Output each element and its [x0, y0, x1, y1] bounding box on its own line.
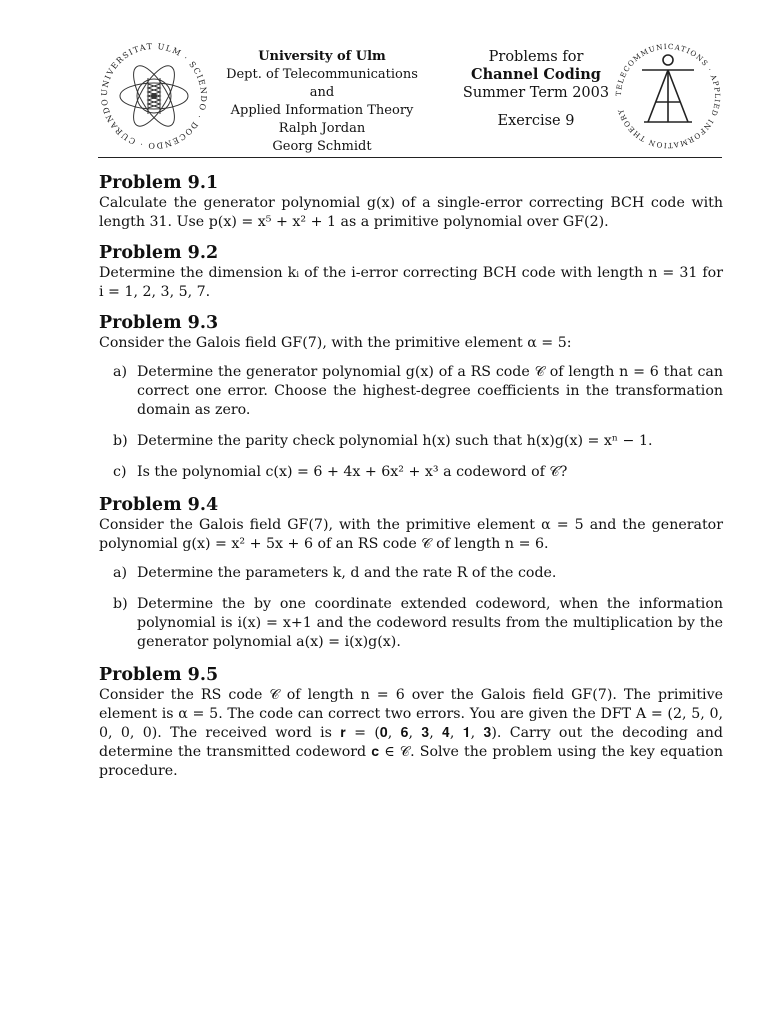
- subtask-text: Determine the parity check polynomial h(x) such that h(x)g(x) = xⁿ − 1.: [137, 433, 653, 449]
- exercise-number: Exercise 9: [497, 113, 575, 129]
- subtask-label: a): [113, 364, 127, 380]
- problem-9-2: [99, 242, 723, 302]
- subtask-a: [113, 564, 723, 583]
- header-divider: [98, 157, 722, 158]
- subtask-label: a): [113, 565, 127, 581]
- problem-9-4: [99, 494, 723, 652]
- university-seal-icon: [98, 40, 210, 152]
- subtask-text: Determine the parameters k, d and the rate R of the code.: [137, 565, 557, 581]
- department-line-1: Dept. of Telecommunications and: [226, 67, 418, 100]
- subtask-c: [113, 463, 723, 482]
- problem-text: Consider the Galois field GF(7), with the primitive element α = 5:: [99, 335, 572, 351]
- course-title: Channel Coding: [471, 66, 601, 83]
- problem-9-5: [99, 664, 723, 781]
- university-name: University of Ulm: [258, 49, 386, 64]
- problem-title: Problem 9.2: [99, 243, 219, 263]
- course-term: Summer Term 2003: [462, 85, 610, 101]
- logo-ring-text: TELECOMMUNICATIONS · APPLIED INFORMATION THEORY: [613, 41, 723, 151]
- problem-text: Consider the Galois field GF(7), with the primitive element α = 5 and the generator polynomial g(x) = x² + 5x + 6 of an RS code 𝒞 of length n = 6.: [99, 517, 723, 552]
- sheet-header: [0, 0, 768, 160]
- subtask-a: [113, 363, 723, 420]
- subtask-text: Is the polynomial c(x) = 6 + 4x + 6x² + x³ a codeword of 𝒞?: [137, 464, 568, 480]
- problem-title: Problem 9.1: [99, 173, 219, 193]
- subtask-label: b): [113, 596, 128, 612]
- subtask-text: Determine the by one coordinate extended codeword, when the information polynomial is i(x) = x+1 and the codeword results from the multiplication by the generator polynomial a(x) = i(x)g(x).: [137, 596, 723, 650]
- subtask-text: Determine the generator polynomial g(x) of a RS code 𝒞 of length n = 6 that can correct one error. Choose the highest-degree coefficients in the transformation domain as zero.: [137, 364, 723, 418]
- course-line-1: Problems for: [488, 49, 584, 65]
- subtask-b: [113, 595, 723, 652]
- author-1: Ralph Jordan: [278, 121, 366, 136]
- institution-block: [212, 48, 432, 156]
- author-2: Georg Schmidt: [272, 139, 372, 154]
- seal-ring-text: UNIVERSITAT ULM · SCIENDO · DOCENDO · CURANDO: [99, 41, 209, 151]
- department-line-2: Applied Information Theory: [230, 103, 414, 118]
- telecom-institute-logo-icon: [612, 40, 724, 152]
- problems-list: [99, 172, 723, 791]
- subtask-list: [99, 564, 723, 652]
- subtask-label: c): [113, 464, 127, 480]
- problem-title: Problem 9.3: [99, 313, 219, 333]
- course-block: [458, 48, 614, 130]
- subtask-b: [113, 432, 723, 451]
- problem-text: Calculate the generator polynomial g(x) of a single-error correcting BCH code with length 31. Use p(x) = x⁵ + x² + 1 as a primitive polynomial over GF(2).: [99, 195, 723, 230]
- problem-9-3: [99, 312, 723, 482]
- problem-title: Problem 9.4: [99, 495, 219, 515]
- problem-text: Consider the RS code 𝒞 of length n = 6 over the Galois field GF(7). The primitive element is α = 5. The code can correct two errors. You are given the DFT A = (2, 5, 0, 0, 0, 0). The received word is 𝐫 = (𝟎, 𝟔, 𝟑, 𝟒, 𝟏, 𝟑). Carry out the decoding and determine the transmitted codeword 𝐜 ∈ 𝒞. Solve the problem using the key equation procedure.: [99, 687, 723, 779]
- problem-9-1: [99, 172, 723, 232]
- subtask-label: b): [113, 433, 128, 449]
- subtask-list: [99, 363, 723, 482]
- problem-title: Problem 9.5: [99, 665, 219, 685]
- problem-text: Determine the dimension kᵢ of the i-error correcting BCH code with length n = 31 for i = 1, 2, 3, 5, 7.: [99, 265, 723, 300]
